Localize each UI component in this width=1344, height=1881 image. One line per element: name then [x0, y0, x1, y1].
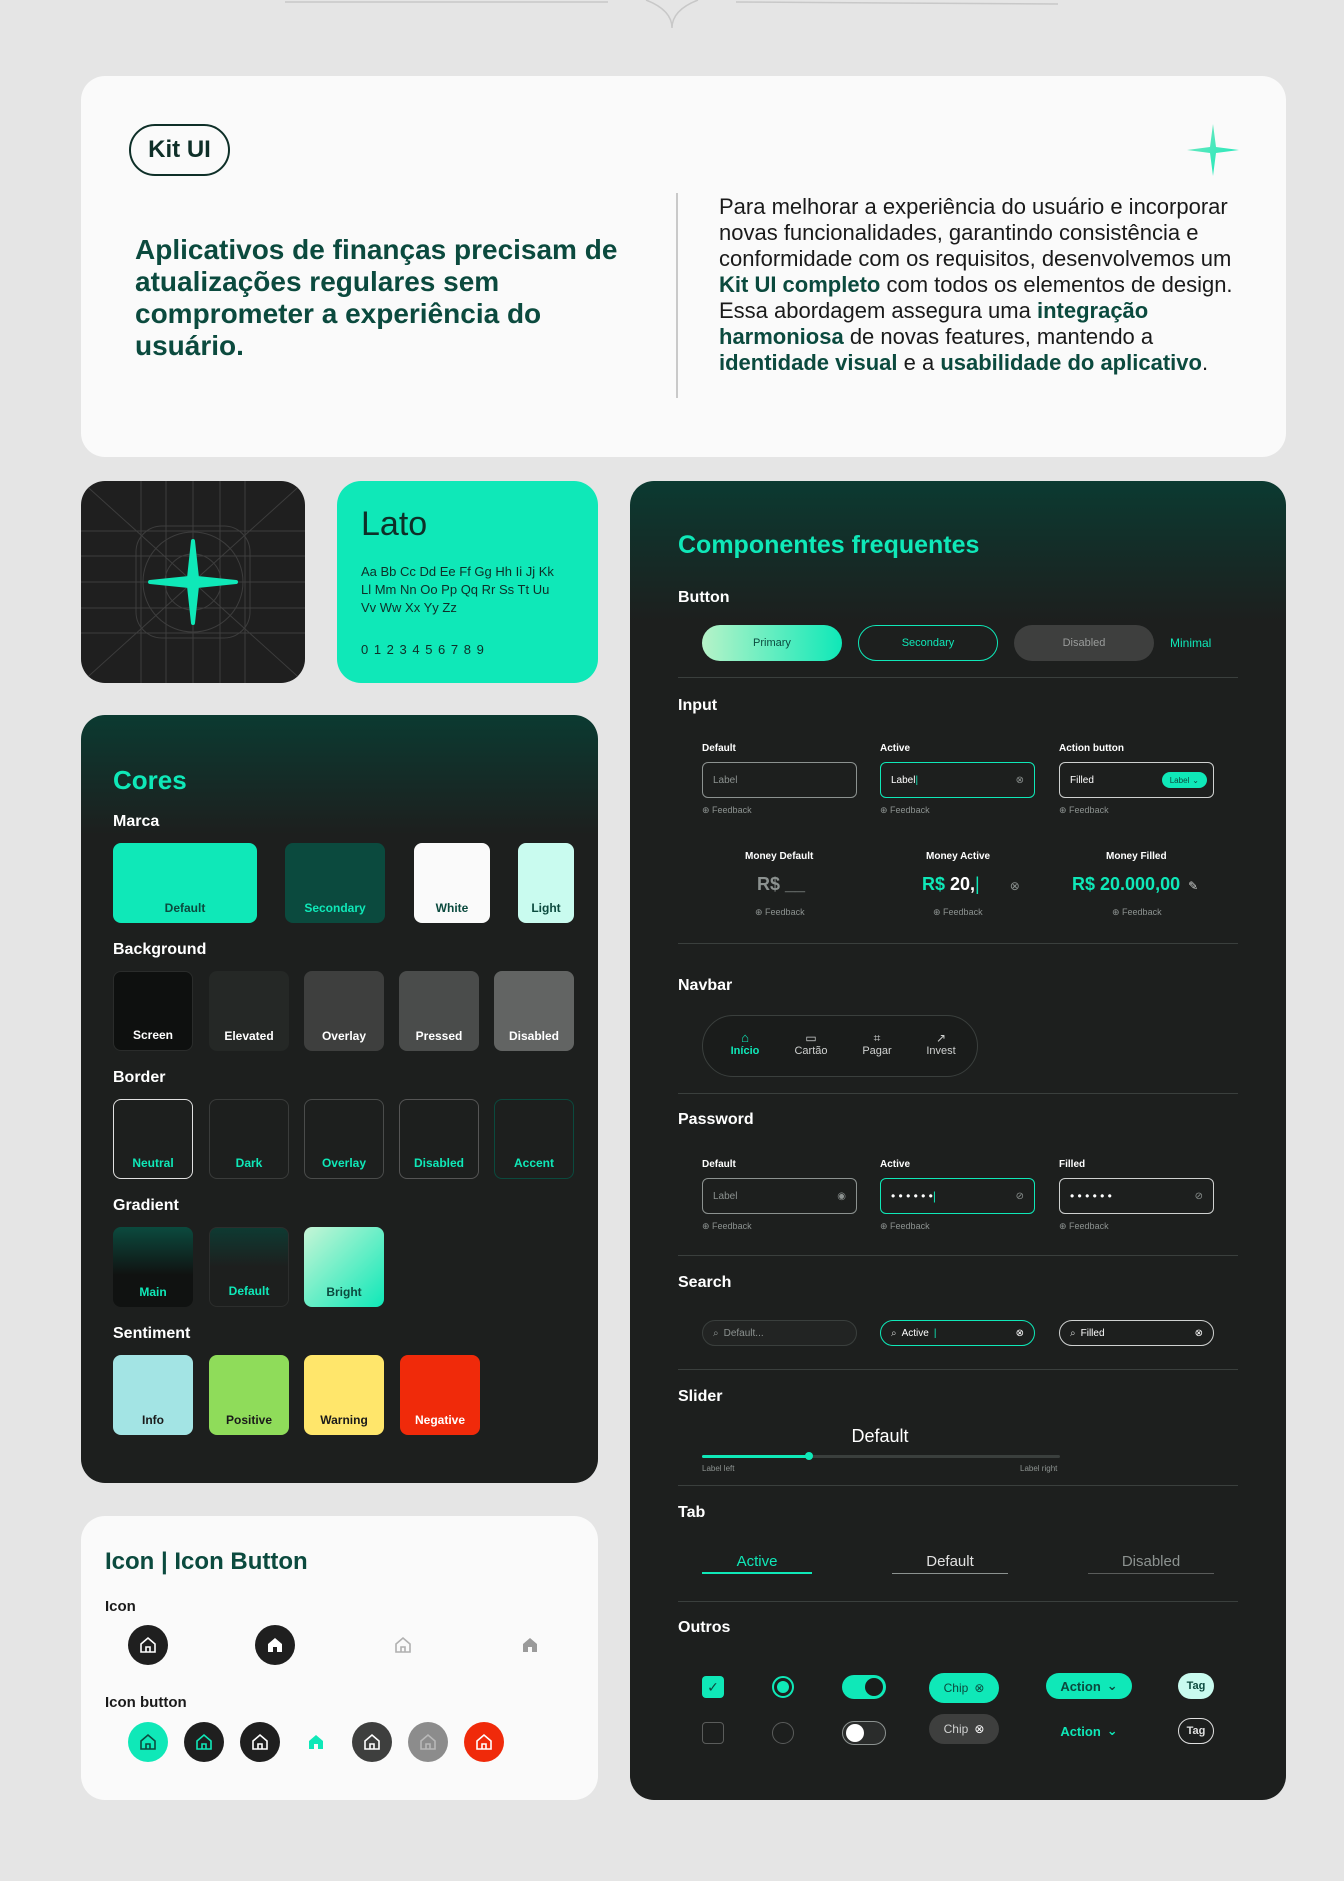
tab-section-title: Tab [678, 1504, 706, 1521]
eye-off-icon[interactable]: ⊘ [1015, 1190, 1024, 1202]
swatch-gradient-bright [304, 1227, 384, 1307]
text-caret: | [933, 1327, 937, 1339]
home-icon [250, 1732, 270, 1752]
nav-label: Pagar [862, 1045, 892, 1057]
swatch-label: Overlay [321, 1029, 367, 1043]
money-filled-feedback: ⊕ Feedback [1112, 907, 1162, 917]
tag-filled [1178, 1673, 1214, 1699]
intro-headline: Aplicativos de finanças precisam de atualizações regulares sem comprometer a experiência do usuário. [135, 234, 618, 361]
font-alphabet-3: Vv Ww Xx Yy Zz [361, 600, 457, 615]
radio-unchecked[interactable] [772, 1722, 794, 1744]
typography-card [337, 481, 598, 683]
intro-text-4: e a [897, 350, 941, 375]
section-divider [678, 943, 1238, 944]
password-active-label: Active [880, 1159, 911, 1170]
chip-active[interactable] [929, 1673, 999, 1703]
money-value: R$ 20.000,00 [1072, 874, 1181, 894]
colors-card [81, 715, 598, 1483]
tag-label: Tag [1186, 1680, 1206, 1692]
action-label: Action [1060, 1723, 1101, 1739]
search-filled[interactable] [1059, 1320, 1214, 1346]
swatch-light [518, 843, 574, 923]
colors-title: Cores [113, 765, 187, 795]
swatch-elevated [209, 971, 289, 1051]
toggle-on[interactable] [842, 1675, 886, 1699]
slider-value-label: Default [851, 1426, 909, 1446]
card-icon: ▭ [805, 1031, 817, 1045]
intro-highlight-1: Kit UI completo [719, 272, 881, 297]
clear-icon[interactable]: ⊗ [1015, 774, 1024, 786]
money-default-feedback: ⊕ Feedback [755, 907, 805, 917]
search-section-title: Search [678, 1274, 732, 1291]
swatch-gradient-main [113, 1227, 193, 1307]
search-default[interactable] [702, 1320, 857, 1346]
clear-icon[interactable]: ⊗ [1009, 879, 1020, 893]
icons-card [81, 1516, 598, 1800]
checkbox-checked[interactable]: ✓ [702, 1676, 724, 1698]
toggle-off[interactable] [842, 1721, 886, 1745]
close-icon[interactable]: ⊗ [974, 1722, 985, 1736]
intro-card [81, 76, 1286, 457]
font-name: Lato [361, 505, 428, 543]
password-filled-label: Filled [1059, 1159, 1086, 1170]
section-divider [678, 1255, 1238, 1256]
swatch-positive [209, 1355, 289, 1435]
swatch-label: Default [228, 1284, 270, 1298]
password-active-value [891, 1189, 936, 1203]
home-icon-button-minimal[interactable] [296, 1722, 336, 1762]
swatch-label: Default [164, 901, 206, 915]
feedback-text: Feedback [943, 907, 983, 917]
input-action[interactable] [1059, 762, 1214, 798]
slider-fill [702, 1455, 809, 1458]
nav-item-inicio[interactable] [720, 1031, 770, 1057]
swatch-default [113, 843, 257, 923]
minimal-button[interactable]: Minimal [1170, 636, 1212, 650]
chip-label: Label [1169, 775, 1190, 785]
home-icon [194, 1732, 214, 1752]
password-active[interactable] [880, 1178, 1035, 1214]
font-digits: 0 1 2 3 4 5 6 7 8 9 [361, 642, 485, 657]
password-default-label: Default [702, 1159, 736, 1170]
tab-disabled[interactable]: Disabled [1088, 1553, 1214, 1574]
swatch-label: Elevated [224, 1029, 274, 1043]
money-filled-label: Money Filled [1106, 851, 1167, 862]
slider-thumb[interactable] [805, 1452, 813, 1460]
swatch-label: Main [139, 1285, 167, 1299]
swatch-label: Disabled [413, 1156, 464, 1170]
money-filled-input[interactable] [1072, 874, 1198, 895]
pencil-icon[interactable]: ✎ [1188, 879, 1199, 893]
chevron-down-icon: ⌄ [1192, 775, 1199, 785]
swatch-screen [113, 971, 193, 1051]
search-placeholder: Default... [723, 1327, 764, 1339]
swatch-label: Positive [225, 1413, 273, 1427]
nav-label: Invest [926, 1045, 956, 1057]
swatch-gradient-default [209, 1227, 289, 1307]
action-button-filled[interactable] [1046, 1673, 1132, 1699]
sparkle-icon [1185, 122, 1241, 183]
money-active-input[interactable] [922, 874, 1020, 895]
kit-ui-badge: Kit UI [129, 124, 230, 176]
slider-right-label: Label right [1020, 1464, 1058, 1473]
nav-label: Início [730, 1045, 760, 1057]
swatch-label: Screen [132, 1028, 174, 1042]
swatch-border-dark [209, 1099, 289, 1179]
sentiment-title: Sentiment [113, 1325, 191, 1342]
section-divider [678, 1369, 1238, 1370]
search-icon: ⌕ [713, 1327, 719, 1339]
icon-section-title: Icon [105, 1598, 136, 1615]
password-section-title: Password [678, 1111, 754, 1128]
feedback-text: Feedback [712, 805, 752, 815]
intro-paragraph [719, 194, 1259, 376]
swatch-label: Info [142, 1413, 164, 1427]
close-icon[interactable]: ⊗ [974, 1681, 985, 1695]
money-default-label: Money Default [745, 851, 814, 862]
primary-button[interactable]: Primary [702, 625, 842, 661]
top-decoration [0, 0, 1344, 30]
password-default-feedback: ⊕ Feedback [702, 1221, 752, 1231]
input-value: Label [891, 774, 916, 786]
radio-dot [777, 1681, 789, 1693]
intro-highlight-3: identidade visual [719, 350, 898, 375]
chip-label: Chip [943, 1722, 969, 1736]
search-value: Filled [1080, 1327, 1105, 1339]
input-active[interactable] [880, 762, 1035, 798]
gradient-title: Gradient [113, 1197, 179, 1214]
input-default[interactable] [702, 762, 857, 798]
swatch-border-disabled [399, 1099, 479, 1179]
nav-item-cartao[interactable] [786, 1031, 836, 1057]
slider-left-label: Label left [702, 1464, 735, 1473]
swatch-label: Secondary [304, 901, 366, 915]
action-button-minimal[interactable] [1046, 1718, 1132, 1744]
password-filled[interactable] [1059, 1178, 1214, 1214]
swatch-border-neutral [113, 1099, 193, 1179]
home-icon [418, 1732, 438, 1752]
password-filled-feedback: ⊕ Feedback [1059, 1221, 1109, 1231]
currency-prefix: R$ [922, 874, 946, 894]
secondary-button[interactable]: Secondary [858, 625, 998, 661]
password-dots: • • • • • • [1070, 1189, 1112, 1203]
intro-text-5: . [1201, 350, 1209, 375]
border-title: Border [113, 1069, 166, 1086]
section-divider [678, 1601, 1238, 1602]
swatch-info [113, 1355, 193, 1435]
swatch-warning [304, 1355, 384, 1435]
section-divider [678, 1093, 1238, 1094]
home-filled-disabled-icon [510, 1625, 550, 1665]
chip-label: Chip [943, 1681, 969, 1695]
swatch-secondary [285, 843, 385, 923]
chip-default[interactable] [929, 1714, 999, 1744]
intro-divider [676, 193, 678, 398]
input-section-title: Input [678, 697, 718, 714]
password-active-feedback: ⊕ Feedback [880, 1221, 930, 1231]
toggle-knob [846, 1724, 864, 1742]
marca-title: Marca [113, 813, 160, 830]
home-outline-disabled-icon [383, 1625, 423, 1665]
tag-outline [1178, 1718, 1214, 1744]
money-value: 20, [945, 874, 976, 894]
eye-off-icon[interactable]: ⊘ [1194, 1190, 1203, 1202]
swatch-label: Negative [414, 1413, 466, 1427]
swatch-negative [400, 1355, 480, 1435]
section-divider [678, 1485, 1238, 1486]
text-caret: | [932, 1189, 937, 1203]
tab-default[interactable]: Default [892, 1553, 1008, 1574]
swatch-border-accent [494, 1099, 574, 1179]
swatch-label: Dark [235, 1156, 263, 1170]
home-icon-button-disabled[interactable] [408, 1722, 448, 1762]
font-alphabet-2: Ll Mm Nn Oo Pp Qq Rr Ss Tt Uu [361, 582, 550, 597]
feedback-text: Feedback [712, 1221, 752, 1231]
money-active-feedback: ⊕ Feedback [933, 907, 983, 917]
components-title: Componentes frequentes [678, 531, 980, 559]
chart-icon: ↗ [935, 1031, 947, 1045]
home-icon-button-dark[interactable] [240, 1722, 280, 1762]
input-placeholder: Label [713, 1190, 738, 1202]
input-default-label: Default [702, 743, 736, 754]
eye-icon[interactable]: ◉ [837, 1190, 846, 1202]
intro-text-2: com todos os elementos de design. Essa abordagem assegura uma [719, 272, 1233, 323]
action-label: Action [1060, 1678, 1101, 1694]
clear-icon[interactable]: ⊗ [1015, 1327, 1024, 1339]
text-caret: | [915, 774, 919, 786]
icons-title: Icon | Icon Button [105, 1548, 308, 1575]
home-icon-button-primary[interactable] [128, 1722, 168, 1762]
swatch-label: Disabled [508, 1029, 559, 1043]
intro-text-3: de novas features, mantendo a [843, 324, 1154, 349]
navbar-section-title: Navbar [678, 977, 733, 994]
home-filled-icon: ⌂ [741, 1030, 749, 1045]
feedback-text: Feedback [890, 805, 930, 815]
search-icon: ⌕ [891, 1327, 897, 1339]
feedback-text: Feedback [765, 907, 805, 917]
section-divider [678, 677, 1238, 678]
swatch-label: Pressed [415, 1029, 463, 1043]
checkbox-unchecked[interactable] [702, 1722, 724, 1744]
search-value: Active [901, 1327, 929, 1339]
swatch-disabled [494, 971, 574, 1051]
background-title: Background [113, 941, 207, 958]
input-value: Filled [1070, 774, 1094, 786]
swatch-white [414, 843, 490, 923]
nav-item-invest[interactable] [916, 1031, 966, 1057]
feedback-text: Feedback [890, 1221, 930, 1231]
toggle-knob [865, 1678, 883, 1696]
home-icon-button-overlay[interactable] [352, 1722, 392, 1762]
money-active-label: Money Active [926, 851, 991, 862]
input-action-label: Action button [1059, 743, 1124, 754]
swatch-overlay [304, 971, 384, 1051]
swatch-label: Light [531, 901, 561, 915]
nav-item-pagar[interactable] [852, 1031, 902, 1057]
swatch-border-overlay [304, 1099, 384, 1179]
font-alphabet-1: Aa Bb Cc Dd Ee Ff Gg Hh Ii Jj Kk [361, 564, 554, 579]
search-active[interactable] [880, 1320, 1035, 1346]
scan-icon: ⌗ [873, 1031, 881, 1045]
slider-track[interactable] [702, 1455, 1060, 1458]
search-icon: ⌕ [1070, 1327, 1076, 1339]
tag-label: Tag [1186, 1725, 1206, 1737]
components-card [630, 481, 1286, 1800]
chevron-down-icon: ⌄ [1106, 1678, 1118, 1693]
swatch-label: White [435, 901, 469, 915]
input-active-value [891, 775, 918, 786]
tab-active[interactable]: Active [702, 1553, 812, 1574]
input-action-feedback: ⊕ Feedback [1059, 805, 1109, 815]
swatch-label: Accent [513, 1156, 554, 1170]
home-icon [138, 1732, 158, 1752]
nav-label: Cartão [794, 1045, 828, 1057]
password-default[interactable] [702, 1178, 857, 1214]
intro-text-1: Para melhorar a experiência do usuário e incorporar novas funcionalidades, garantindo consistência e conformidade com os requisitos, desenvolvemos um [719, 194, 1232, 271]
app-icon-card [81, 481, 305, 683]
home-filled-icon [255, 1625, 295, 1665]
password-dots: • • • • • • [891, 1189, 933, 1203]
intro-highlight-4: usabilidade do aplicativo [940, 350, 1202, 375]
home-icon [362, 1732, 382, 1752]
chevron-down-icon: ⌄ [1106, 1723, 1118, 1738]
home-icon-button-negative[interactable] [464, 1722, 504, 1762]
grid-icon [81, 481, 305, 683]
label-dropdown-chip[interactable] [1162, 772, 1207, 788]
feedback-text: Feedback [1069, 805, 1109, 815]
button-section-title: Button [678, 589, 730, 606]
slider-section-title: Slider [678, 1388, 723, 1405]
swatch-label: Overlay [321, 1156, 367, 1170]
home-filled-icon [306, 1732, 326, 1752]
text-caret: | [975, 874, 980, 894]
swatch-label: Neutral [132, 1156, 174, 1170]
disabled-button[interactable]: Disabled [1014, 625, 1154, 661]
home-icon [474, 1732, 494, 1752]
input-placeholder: Label [713, 774, 738, 786]
radio-checked[interactable] [772, 1676, 794, 1698]
outros-section-title: Outros [678, 1619, 731, 1636]
feedback-text: Feedback [1069, 1221, 1109, 1231]
input-default-feedback: ⊕ Feedback [702, 805, 752, 815]
input-active-feedback: ⊕ Feedback [880, 805, 930, 815]
intro-highlight-2: integração harmoniosa [719, 298, 1149, 349]
swatch-pressed [399, 971, 479, 1051]
money-default-input[interactable]: R$ __ [757, 874, 806, 894]
clear-icon[interactable]: ⊗ [1194, 1327, 1203, 1339]
home-icon [128, 1625, 168, 1665]
swatch-label: Bright [326, 1285, 362, 1299]
swatch-label: Warning [320, 1413, 368, 1427]
input-active-label: Active [880, 743, 911, 754]
icon-button-section-title: Icon button [105, 1694, 187, 1711]
feedback-text: Feedback [1122, 907, 1162, 917]
home-icon-button-dark-accent[interactable] [184, 1722, 224, 1762]
